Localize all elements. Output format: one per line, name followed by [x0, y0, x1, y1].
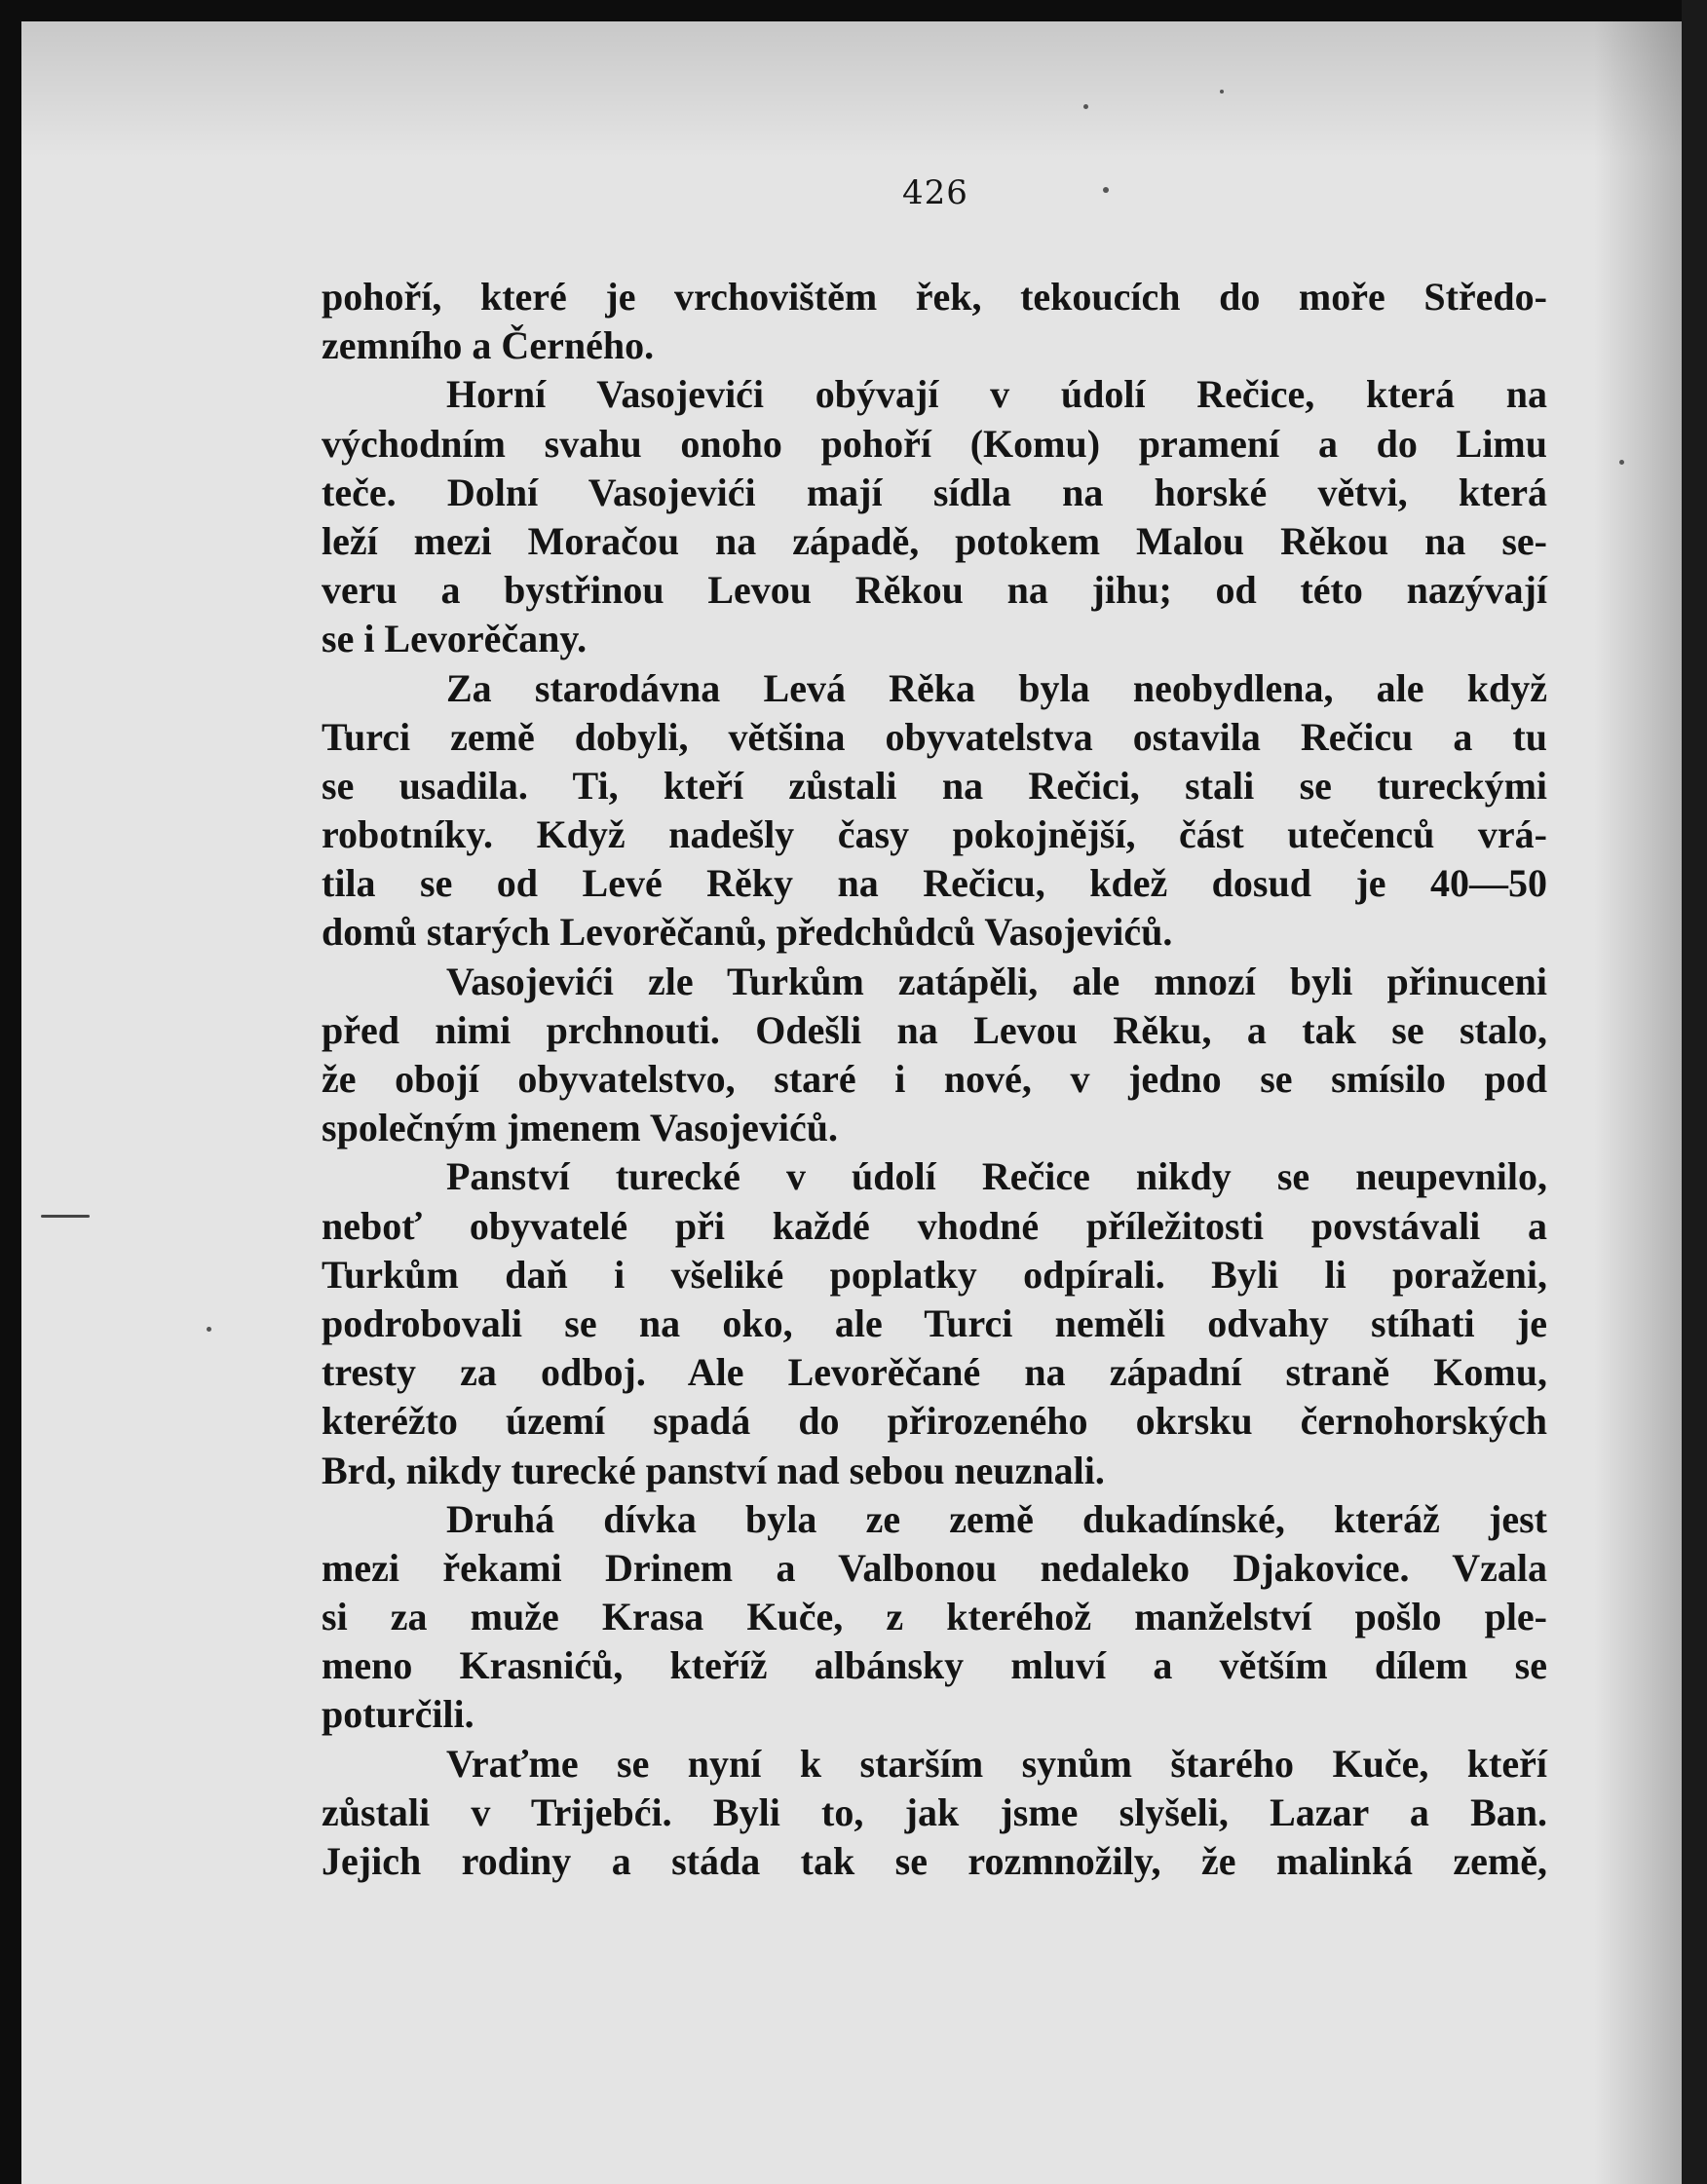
text-line: Horní Vasojevići obývají v údolí Rečice, která na: [446, 372, 1547, 417]
text-line: Za starodávna Levá Rěka byla neobydlena, ale když: [446, 665, 1547, 710]
page-shadow-right: [1594, 21, 1682, 2184]
text-line: pohoří, které je vrchovištěm řek, tekoucích do moře Středo-: [322, 275, 1547, 319]
text-line: Druhá dívka byla ze země dukadínské, kteráž jest: [446, 1496, 1547, 1541]
text-line: Jejich rodiny a stáda tak se rozmnožily, že malinká země,: [322, 1839, 1547, 1883]
body-text: [322, 273, 1547, 1886]
text-line: že obojí obyvatelstvo, staré i nové, v jedno se smísilo pod: [322, 1057, 1547, 1101]
text-line: leží mezi Moračou na západě, potokem Malou Rěkou na se-: [322, 518, 1547, 563]
text-line: meno Krasnićů, kteříž albánsky mluví a větším dílem se: [322, 1643, 1547, 1688]
text-line: Brd, nikdy turecké panství nad sebou neuznali.: [322, 1448, 1105, 1492]
text-line: východním svahu onoho pohoří (Komu) pramení a do Limu: [322, 421, 1547, 466]
text-line: společným jmenem Vasojevićů.: [322, 1106, 838, 1150]
text-line: neboť obyvatelé při každé vhodné příležitosti povstávali a: [322, 1203, 1547, 1248]
text-line: podrobovali se na oko, ale Turci neměli odvahy stíhati je: [322, 1300, 1547, 1345]
text-line: tresty za odboj. Ale Levorěčané na západní straně Komu,: [322, 1350, 1547, 1395]
text-line: Turkům daň i všeliké poplatky odpírali. Byli li poraženi,: [322, 1252, 1547, 1297]
text-line: teče. Dolní Vasojevići mají sídla na horské větvi, která: [322, 470, 1547, 514]
scan-border-right: [1682, 0, 1707, 2184]
text-line: zemního a Černého.: [322, 323, 655, 368]
text-line: Turci země dobyli, většina obyvatelstva ostavila Rečicu a tu: [322, 714, 1547, 759]
text-line: se i Levorěčany.: [322, 617, 588, 661]
text-line: tila se od Levé Rěky na Rečicu, kdež dosud je 40—50: [322, 861, 1547, 906]
scan-speck: [1220, 90, 1224, 94]
text-line: se usadila. Ti, kteří zůstali na Rečici, stali se tureckými: [322, 763, 1547, 808]
text-line: robotníky. Když nadešly časy pokojnější, část utečenců vrá-: [322, 812, 1547, 857]
scan-border-top: [0, 0, 1707, 21]
text-line: před nimi prchnouti. Odešli na Levou Rěku, a tak se stalo,: [322, 1007, 1547, 1052]
text-line: domů starých Levorěčanů, předchůdců Vasojevićů.: [322, 910, 1173, 955]
text-line: si za muže Krasa Kuče, z kteréhož manželství pošlo ple-: [322, 1595, 1547, 1639]
scan-speck: [207, 1327, 211, 1332]
text-line: poturčili.: [322, 1692, 474, 1737]
text-line: kteréžto území spadá do přirozeného okrsku černohorských: [322, 1399, 1547, 1444]
text-line: veru a bystřinou Levou Rěkou na jihu; od této nazývají: [322, 568, 1547, 613]
scan-speck: [1619, 460, 1624, 465]
text-line: Panství turecké v údolí Rečice nikdy se neupevnilo,: [446, 1154, 1547, 1199]
page-shadow-top: [21, 21, 1682, 158]
text-line: mezi řekami Drinem a Valbonou nedaleko Djakovice. Vzala: [322, 1545, 1547, 1590]
text-line: Vraťme se nyní k starším synům štarého Kuče, kteří: [446, 1741, 1547, 1786]
text-line: zůstali v Trijebći. Byli to, jak jsme slyšeli, Lazar a Ban.: [322, 1789, 1547, 1834]
scan-mark: [41, 1215, 90, 1218]
text-line: Vasojevići zle Turkům zatápěli, ale mnozí byli přinuceni: [446, 959, 1547, 1003]
scan-border-left: [0, 0, 21, 2184]
scan-speck: [1083, 104, 1088, 109]
page-number: 426: [902, 173, 968, 212]
